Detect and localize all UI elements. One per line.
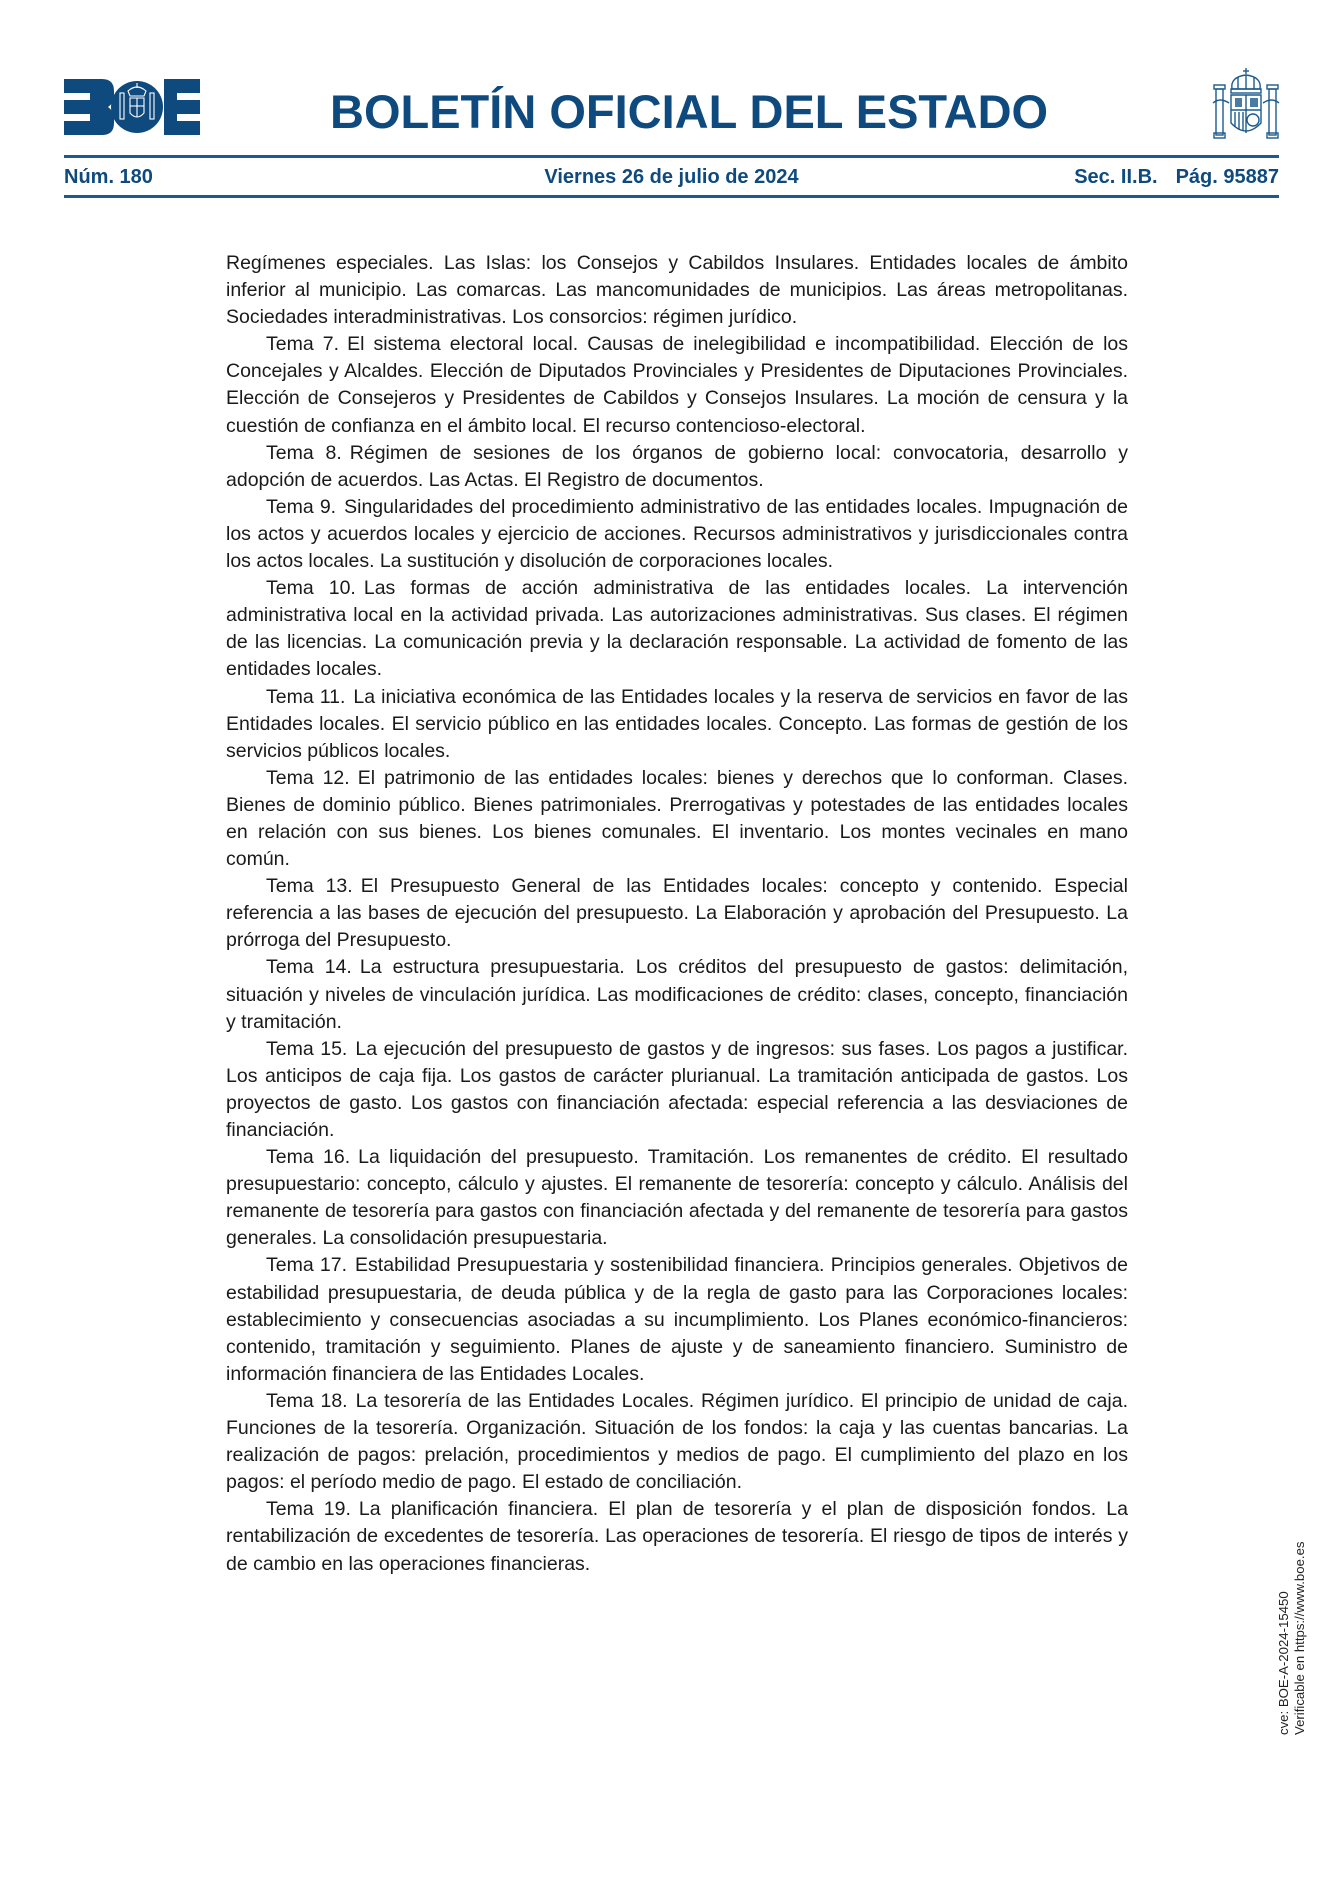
- tema-text: La iniciativa económica de las Entidades locales y la reserva de servicios en favor de las Entidades locales. El servicio público en las entidades locales. Concepto. Las formas de gestión de los servicios públicos locales.: [226, 685, 1128, 762]
- tema-label: Tema 10.: [266, 577, 356, 600]
- cve-code: cve: BOE-A-2024-15450: [1276, 1591, 1291, 1735]
- tema-text: La planificación financiera. El plan de tesorería y el plan de disposición fondos. La rentabilización de excedentes de tesorería. Las operaciones de tesorería. El riesgo de tipos de interés y de cambio en las operaciones financieras.: [226, 1498, 1128, 1575]
- tema-text: Singularidades del procedimiento administrativo de las entidades locales. Impugnación de los actos y acuerdos locales y ejercicio de acciones. Recursos administrativos y jurisdiccionales contra los actos locales. La sustitución y disolución de corporaciones locales.: [226, 495, 1128, 573]
- tema-label: Tema 12.: [266, 766, 350, 789]
- issue-number: Núm. 180: [64, 166, 153, 188]
- tema-label: Tema 19.: [266, 1498, 351, 1521]
- continuation-paragraph: Regímenes especiales. Las Islas: los Consejos y Cabildos Insulares. Entidades locales de ámbito inferior al municipio. Las comarcas. Las mancomunidades de municipios. Las áreas metropolitanas. Sociedades interadministrativas. Los consorcios: régimen jurídico.: [226, 252, 1128, 329]
- tema-10-paragraph: [226, 575, 1128, 683]
- tema-text: La liquidación del presupuesto. Tramitación. Los remanentes de crédito. El resultado presupuestario: concepto, cálculo y ajustes. El remanente de tesorería: concepto y cálculo. Análisis del remanente de tesorería para gastos con financiación afectada y del remanente de tesorería para gastos generales. La consolidación presupuestaria.: [226, 1146, 1128, 1250]
- tema-14-paragraph: [226, 954, 1128, 1035]
- header-rule-bottom: [64, 195, 1279, 198]
- tema-text: La ejecución del presupuesto de gastos y de ingresos: sus fases. Los pagos a justificar. Los anticipos de caja fija. Los gastos de carácter plurianual. La tramitación anticipada de gastos. Los proyectos de gasto. Los gastos con financiación afectada: especial referencia a las desviaciones de financiación.: [226, 1037, 1128, 1141]
- tema-19-paragraph: [226, 1496, 1128, 1577]
- tema-17-paragraph: [226, 1252, 1128, 1387]
- tema-text: Las formas de acción administrativa de las entidades locales. La intervención administrativa local en la actividad privada. Las autorizaciones administrativas. Sus clases. El régimen de las licencias. La comunicación previa y la declaración responsable. La actividad de fomento de las entidades locales.: [226, 577, 1128, 681]
- tema-7-paragraph: [226, 331, 1128, 439]
- document-body: [226, 250, 1128, 1578]
- tema-12-paragraph: [226, 765, 1128, 873]
- tema-text: La estructura presupuestaria. Los créditos del presupuesto de gastos: delimitación, situación y niveles de vinculación jurídica. Las modificaciones de crédito: clases, concepto, financiación y tramitación.: [226, 956, 1129, 1033]
- tema-18-paragraph: [226, 1388, 1128, 1496]
- tema-label: Tema 14.: [266, 956, 352, 979]
- page-number: Pág. 95887: [1175, 166, 1279, 188]
- tema-label: Tema 15.: [266, 1037, 348, 1060]
- tema-16-paragraph: [226, 1144, 1128, 1252]
- tema-label: Tema 8.: [266, 441, 342, 464]
- tema-label: Tema 18.: [266, 1389, 348, 1412]
- tema-label: Tema 9.: [266, 495, 337, 518]
- tema-text: Estabilidad Presupuestaria y sostenibilidad financiera. Principios generales. Objetivos de estabilidad presupuestaria, de deuda pública y de la regla de gasto para las Corporaciones locales: establecimiento y consecuencias asociadas a su incumplimiento. Los Planes económico-financieros: contenido, tramitación y seguimiento. Planes de ajuste y de saneamiento financiero. Suministro de información financiera de las Entidades Locales.: [226, 1254, 1128, 1385]
- tema-9-paragraph: [226, 494, 1128, 575]
- verification-sidebar: [1276, 1520, 1310, 1735]
- section-and-page: [1074, 164, 1279, 190]
- tema-text: El Presupuesto General de las Entidades locales: concepto y contenido. Especial referencia a las bases de ejecución del presupuesto. La Elaboración y aprobación del Presupuesto. La prórroga del Presupuesto.: [226, 875, 1128, 952]
- tema-8-paragraph: [226, 440, 1128, 494]
- tema-text: El sistema electoral local. Causas de inelegibilidad e incompatibilidad. Elección de los Concejales y Alcaldes. Elección de Diputados Provinciales y Presidentes de Diputaciones Provinciales. Elección de Consejeros y Presidentes de Cabildos y Consejos Insulares. La moción de censura y la cuestión de confianza en el ámbito local. El recurso contencioso-electoral.: [226, 333, 1128, 437]
- tema-text: Régimen de sesiones de los órganos de gobierno local: convocatoria, desarrollo y adopción de acuerdos. Las Actas. El Registro de documentos.: [226, 441, 1128, 491]
- tema-13-paragraph: [226, 873, 1128, 954]
- verification-link[interactable]: Verificable en https://www.boe.es: [1292, 1541, 1307, 1735]
- boe-logo-icon: [64, 79, 200, 135]
- page-header: [0, 0, 1344, 210]
- spain-coat-of-arms-icon: [1212, 67, 1280, 141]
- tema-label: Tema 16.: [266, 1146, 351, 1169]
- header-rule-top: [64, 155, 1279, 158]
- tema-text: El patrimonio de las entidades locales: bienes y derechos que lo conforman. Clases. Bienes de dominio público. Bienes patrimoniales. Prerrogativas y potestades de las entidades locales en relación con sus bienes. Los bienes comunales. El inventario. Los montes vecinales en mano común.: [226, 766, 1128, 871]
- section-label: Sec. II.B.: [1074, 166, 1158, 188]
- tema-label: Tema 11.: [266, 685, 346, 708]
- tema-11-paragraph: [226, 684, 1128, 765]
- tema-15-paragraph: [226, 1036, 1128, 1144]
- page-title: BOLETÍN OFICIAL DEL ESTADO: [330, 85, 1049, 138]
- tema-label: Tema 13.: [266, 875, 353, 898]
- tema-label: Tema 17.: [266, 1254, 348, 1277]
- tema-label: Tema 7.: [266, 333, 340, 356]
- issue-date: Viernes 26 de julio de 2024: [544, 166, 799, 188]
- tema-text: La tesorería de las Entidades Locales. Régimen jurídico. El principio de unidad de caja. Funciones de la tesorería. Organización. Situación de los fondos: la caja y las cuentas bancarias. La realización de pagos: prelación, procedimientos y medios de pago. El cumplimiento del plazo en los pagos: el período medio de pago. El estado de conciliación.: [226, 1389, 1128, 1494]
